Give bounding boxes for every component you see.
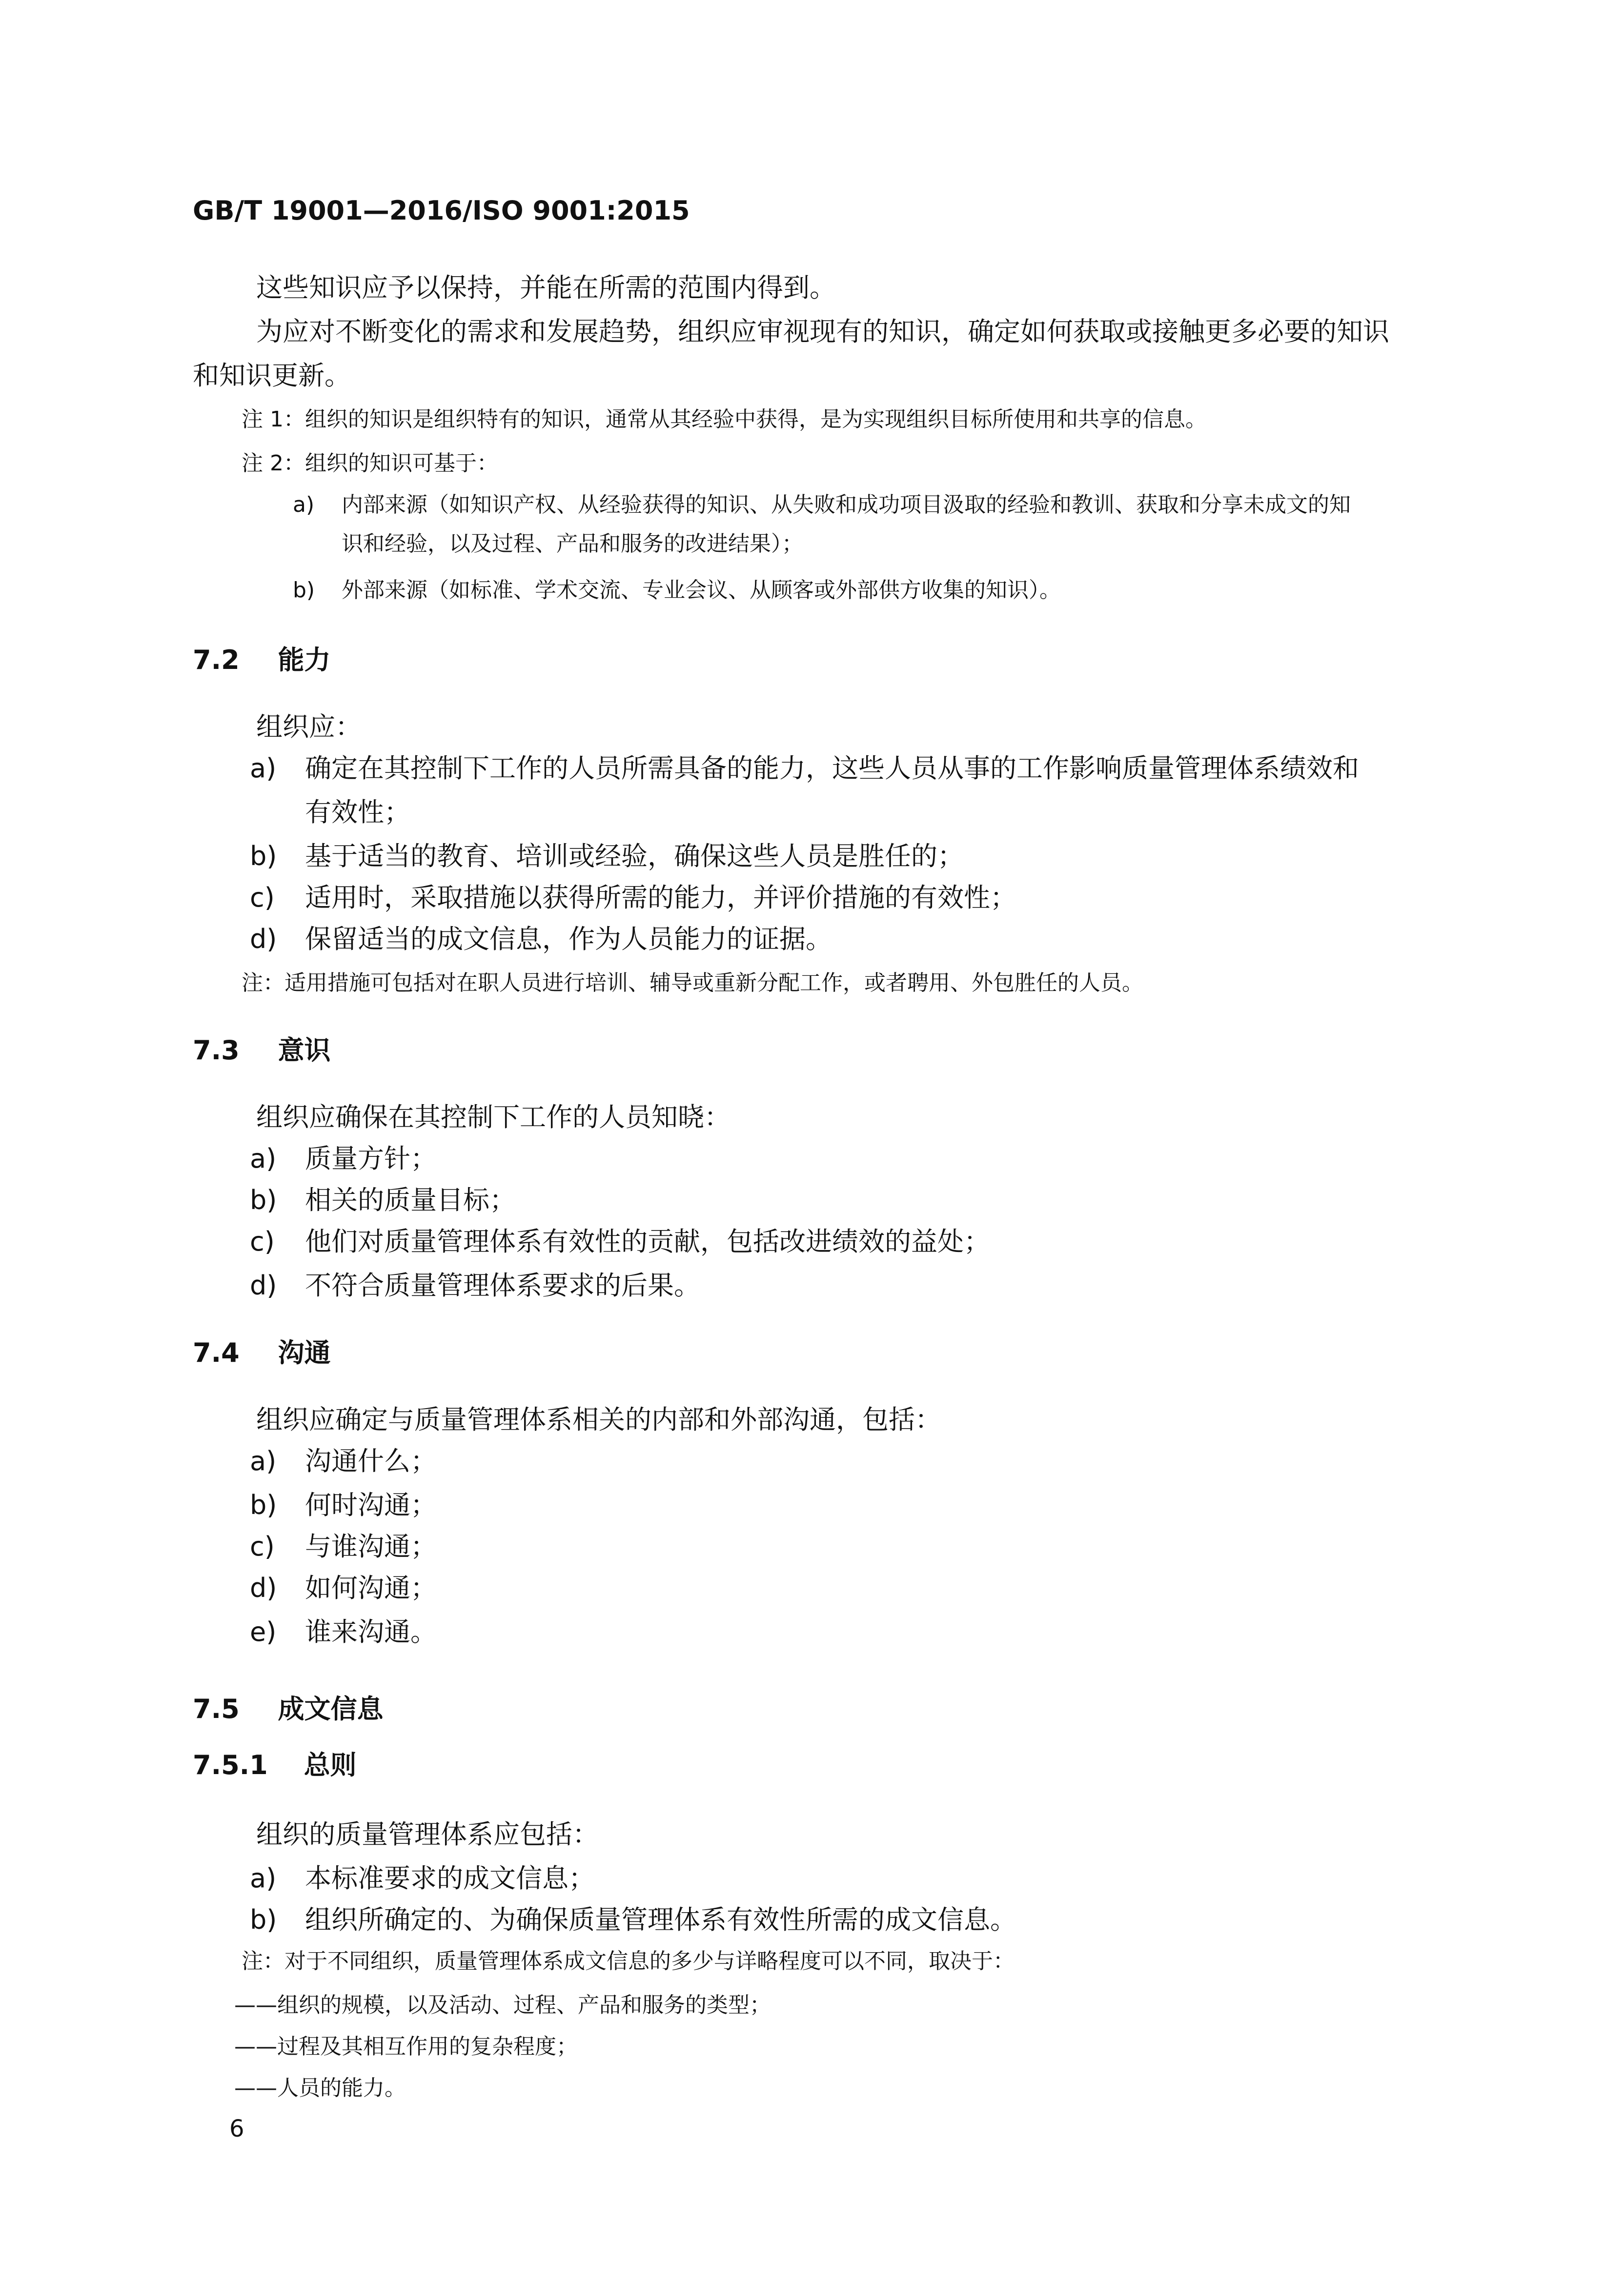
section-7-2-heading [193, 639, 330, 677]
s73-item-c-text: 他们对质量管理体系有效性的贡献，包括改进绩效的益处； [305, 1226, 990, 1257]
section-number: 7.3 [193, 1035, 240, 1066]
note-2-item-a-marker: a) [293, 492, 315, 517]
note-dash-item-3: ——人员的能力。 [234, 2076, 406, 2100]
s72-item-a-continued: 有效性； [305, 797, 410, 828]
s73-item-d-text: 不符合质量管理体系要求的后果。 [305, 1270, 700, 1301]
intro-note-2: 注 2：组织的知识可基于： [242, 451, 498, 476]
note-2-item-b: 外部来源（如标准、学术交流、专业会议、从顾客或外部供方收集的知识）。 [342, 578, 1061, 603]
s74-item-b-text: 何时沟通； [305, 1490, 437, 1520]
s74-item-d-marker: d) [250, 1573, 277, 1603]
section-7-5-1-lead: 组织的质量管理体系应包括： [256, 1819, 599, 1850]
section-7-2-lead: 组织应： [256, 711, 362, 742]
s73-item-b-text: 相关的质量目标； [305, 1185, 516, 1215]
section-title: 总则 [304, 1750, 357, 1780]
s74-item-c-marker: c) [250, 1531, 275, 1562]
s72-item-a-text: 确定在其控制下工作的人员所需具备的能力，这些人员从事的工作影响质量管理体系绩效和 [305, 753, 1359, 784]
s73-item-c-marker: c) [250, 1226, 275, 1257]
section-number: 7.5.1 [193, 1750, 268, 1780]
note-dash-item-2: ——过程及其相互作用的复杂程度； [234, 2034, 578, 2059]
section-7-4-heading [193, 1332, 330, 1370]
s751-item-b-marker: b) [250, 1904, 277, 1935]
note-2-item-a-line-1: 内部来源（如知识产权、从经验获得的知识、从失败和成功项目汲取的经验和教训、获取和分享未成文的知 [342, 492, 1351, 517]
s74-item-e-marker: e) [250, 1616, 277, 1647]
s72-item-d-text: 保留适当的成文信息，作为人员能力的证据。 [305, 924, 832, 954]
section-7-5-heading [193, 1688, 383, 1726]
s74-item-b-marker: b) [250, 1490, 277, 1520]
section-7-5-1-note: 注：对于不同组织，质量管理体系成文信息的多少与详略程度可以不同，取决于： [242, 1949, 1015, 1974]
intro-paragraph-2-line-2: 和知识更新。 [193, 360, 351, 391]
s74-item-d-text: 如何沟通； [305, 1573, 437, 1603]
note-2-item-b-marker: b) [293, 578, 315, 603]
s72-item-a-marker: a) [250, 753, 277, 784]
section-number: 7.5 [193, 1694, 240, 1724]
s74-item-c-text: 与谁沟通； [305, 1531, 437, 1562]
page-number: 6 [229, 2115, 244, 2142]
s751-item-a-text: 本标准要求的成文信息； [305, 1863, 595, 1894]
section-number: 7.4 [193, 1337, 240, 1368]
s73-item-d-marker: d) [250, 1270, 277, 1301]
section-number: 7.2 [193, 645, 240, 675]
intro-paragraph-1: 这些知识应予以保持，并能在所需的范围内得到。 [256, 272, 836, 303]
s72-item-c-text: 适用时，采取措施以获得所需的能力，并评价措施的有效性； [305, 882, 1016, 913]
s72-item-d-marker: d) [250, 924, 277, 954]
s72-item-b-marker: b) [250, 841, 277, 871]
s72-item-b-text: 基于适当的教育、培训或经验，确保这些人员是胜任的； [305, 841, 964, 871]
intro-paragraph-2-line-1: 为应对不断变化的需求和发展趋势，组织应审视现有的知识，确定如何获取或接触更多必要的知识 [256, 316, 1389, 347]
section-7-2-note: 注：适用措施可包括对在职人员进行培训、辅导或重新分配工作，或者聘用、外包胜任的人员。 [242, 970, 1143, 995]
section-7-5-1-heading [193, 1744, 357, 1782]
s73-item-b-marker: b) [250, 1185, 277, 1215]
s74-item-a-text: 沟通什么； [305, 1446, 437, 1476]
note-dash-item-1: ——组织的规模，以及活动、过程、产品和服务的类型； [234, 1993, 771, 2018]
section-7-3-lead: 组织应确保在其控制下工作的人员知晓： [256, 1102, 731, 1132]
standard-header: GB/T 19001—2016/ISO 9001:2015 [193, 195, 690, 226]
section-title: 沟通 [278, 1337, 331, 1368]
section-title: 成文信息 [278, 1694, 384, 1724]
intro-note-1: 注 1：组织的知识是组织特有的知识，通常从其经验中获得，是为实现组织目标所使用和共享的信息。 [242, 407, 1207, 432]
s72-item-c-marker: c) [250, 882, 275, 913]
s74-item-a-marker: a) [250, 1446, 277, 1476]
section-7-4-lead: 组织应确定与质量管理体系相关的内部和外部沟通，包括： [256, 1404, 941, 1435]
section-title: 意识 [278, 1035, 331, 1066]
note-2-item-a-line-2: 识和经验，以及过程、产品和服务的改进结果）； [342, 531, 803, 556]
s751-item-b-text: 组织所确定的、为确保质量管理体系有效性所需的成文信息。 [305, 1904, 1016, 1935]
section-7-3-heading [193, 1030, 330, 1067]
s74-item-e-text: 谁来沟通。 [305, 1616, 437, 1647]
s751-item-a-marker: a) [250, 1863, 277, 1894]
section-title: 能力 [278, 645, 331, 675]
s73-item-a-marker: a) [250, 1143, 277, 1174]
s73-item-a-text: 质量方针； [305, 1143, 437, 1174]
